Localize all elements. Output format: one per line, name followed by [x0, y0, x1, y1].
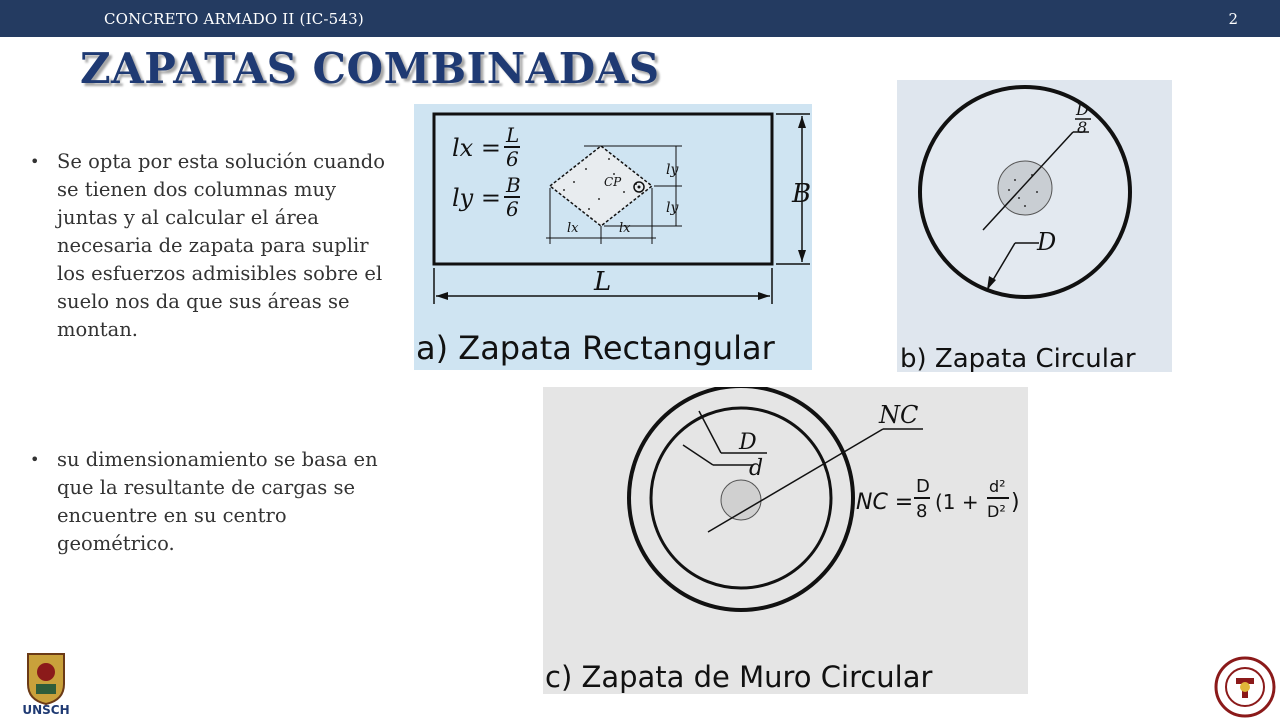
formula-fnum: d²	[989, 477, 1006, 496]
bullet-item	[30, 446, 390, 558]
arrow-down-icon	[798, 250, 806, 262]
d-lower-label: d	[749, 456, 764, 481]
formula-den: 8	[916, 501, 928, 522]
rectangular-footing-drawing	[414, 104, 812, 370]
bullet-text: Se opta por esta solución cuando se tienen dos columnas muy juntas y al calcular el área necesaria de zapata para suplir los esfuerzos admisibles sobre el suelo nos da que sus áreas se montan.	[57, 150, 386, 341]
circular-wall-footing-drawing	[543, 387, 1028, 694]
lx-dim-right: lx	[619, 221, 631, 236]
header-bar	[0, 0, 1280, 37]
arrow-right-icon	[758, 292, 770, 300]
ly-den: 6	[506, 197, 519, 221]
formula-lhs: NC =	[856, 490, 914, 515]
nc-label: NC	[879, 401, 919, 429]
d8-den: 8	[1077, 118, 1088, 137]
arrow-left-icon	[436, 292, 448, 300]
ly-label: ly =	[452, 184, 501, 212]
lx-label: lx =	[452, 134, 501, 162]
figure-rectangular-footing	[414, 104, 812, 370]
bullet-icon: •	[30, 152, 40, 171]
formula-mid: (1 +	[935, 490, 979, 514]
page-number: 2	[1228, 10, 1238, 28]
formula-fden: D²	[987, 502, 1006, 521]
cp-label: CP	[604, 175, 622, 189]
ly-dim-top: ly	[666, 162, 679, 178]
figure-circular-wall-footing	[543, 387, 1028, 694]
figure-circular-footing	[897, 80, 1172, 372]
column-circle	[721, 480, 761, 520]
university-crest-icon	[6, 650, 86, 720]
d8-num: D	[1076, 100, 1089, 119]
d-label: D	[1037, 228, 1057, 256]
logo-text: UNSCH	[22, 703, 70, 717]
figure-caption: b) Zapata Circular	[900, 344, 1136, 372]
engineering-faculty-seal-icon	[1214, 656, 1276, 718]
kern-diamond	[550, 146, 652, 226]
formula-end: )	[1011, 490, 1020, 515]
figure-caption: c) Zapata de Muro Circular	[545, 660, 933, 694]
d-upper-label: D	[739, 430, 757, 455]
bullet-list	[30, 148, 390, 558]
arrow-up-icon	[798, 116, 806, 128]
lx-dim-left: lx	[567, 221, 579, 236]
lx-den: 6	[506, 147, 519, 171]
bullet-text: su dimensionamiento se basa en que la resultante de cargas se encuentre en su centro geométrico.	[57, 448, 378, 555]
lx-num: L	[506, 123, 520, 147]
ly-num: B	[506, 173, 521, 197]
b-label: B	[792, 179, 812, 209]
l-label: L	[594, 267, 612, 297]
bullet-icon: •	[30, 450, 40, 469]
circular-footing-drawing	[897, 80, 1172, 372]
ly-dim-bottom: ly	[666, 200, 679, 216]
figure-caption: a) Zapata Rectangular	[416, 329, 775, 367]
slide-title: ZAPATAS COMBINADAS	[80, 44, 660, 93]
formula-num: D	[916, 476, 930, 497]
course-title: CONCRETO ARMADO II (IC-543)	[104, 10, 364, 28]
bullet-item	[30, 148, 390, 344]
